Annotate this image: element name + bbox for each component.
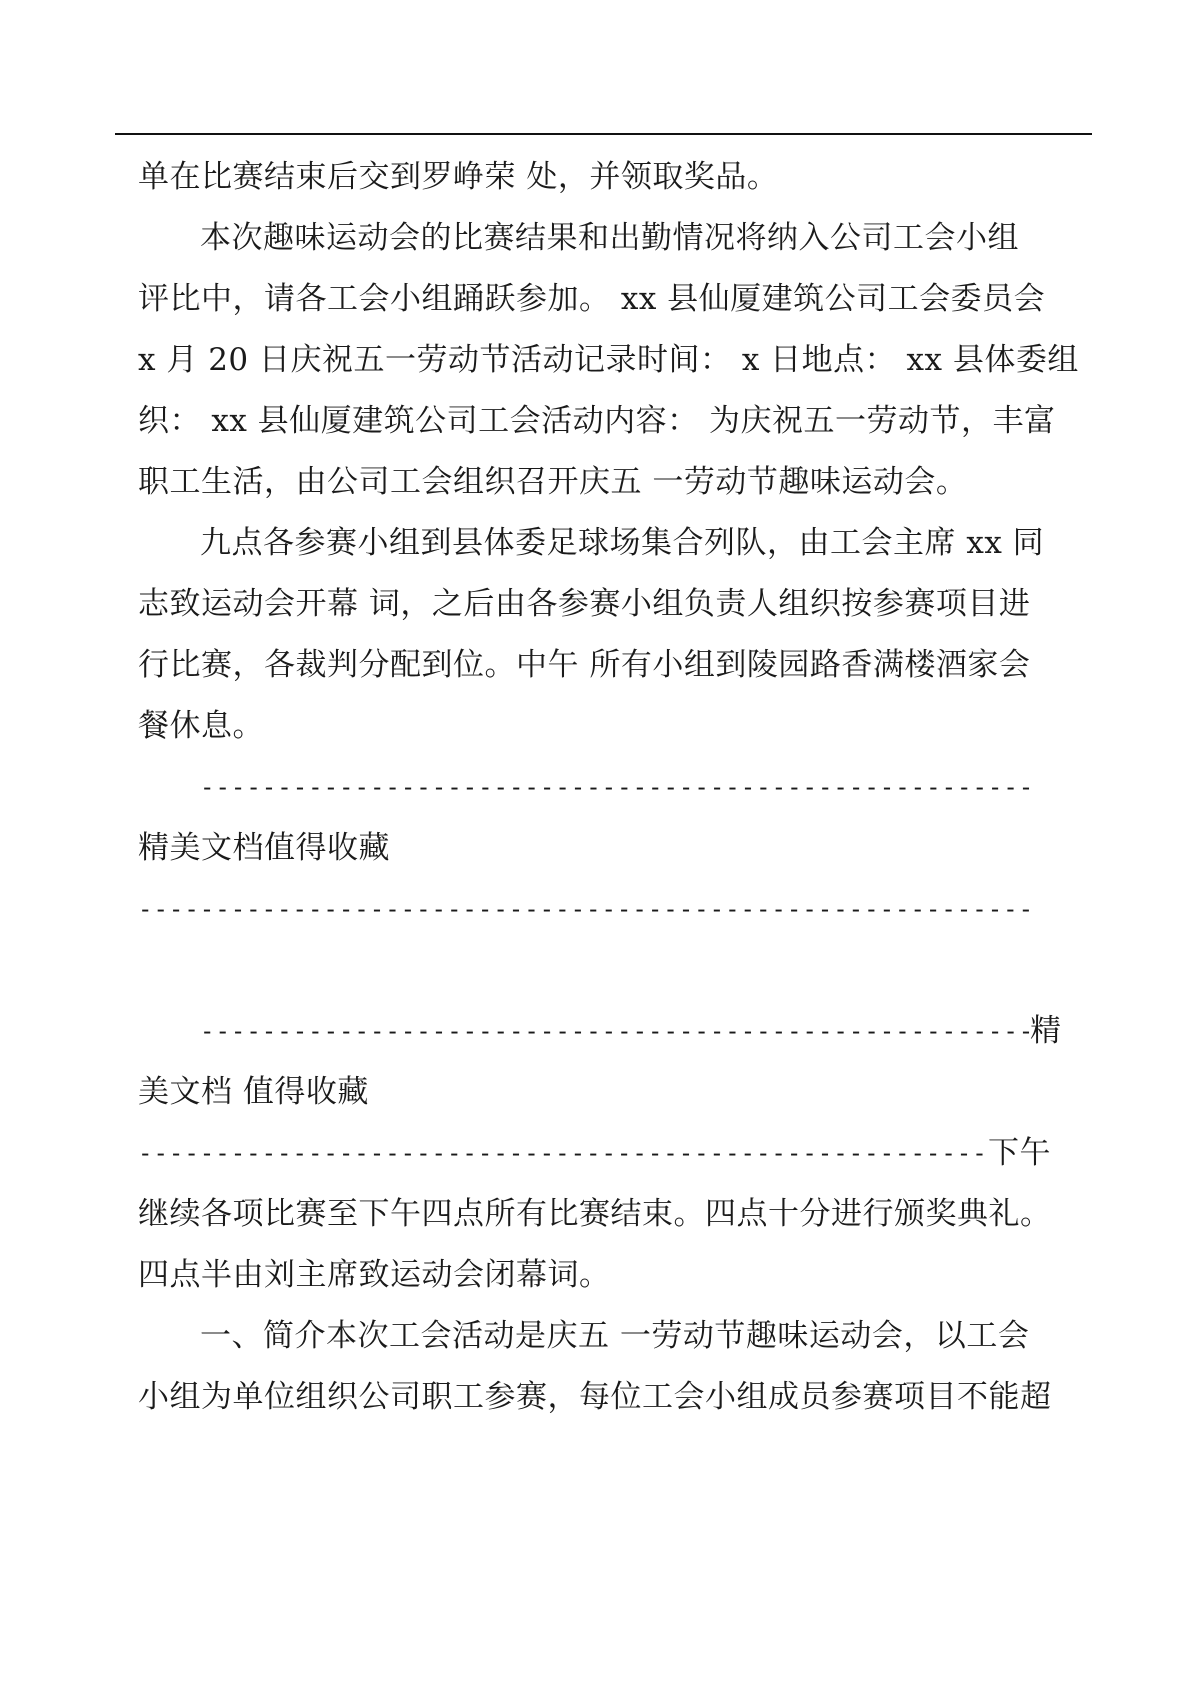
- text-line-5: 织： xx 县仙厦建筑公司工会活动内容： 为庆祝五一劳动节，丰富: [138, 403, 1056, 439]
- text-line-15: 一、简介本次工会活动是庆五 一劳动节趣味运动会，以工会: [200, 1318, 1030, 1354]
- text-fragment-xiawu: 下午: [988, 1135, 1051, 1171]
- text-line-6: 职工生活，由公司工会组织召开庆五 一劳动节趣味运动会。: [138, 464, 968, 500]
- text-line-12: 美文档 值得收藏: [138, 1074, 369, 1110]
- text-line-8: 志致运动会开幕 词，之后由各参赛小组负责人组织按参赛项目进: [138, 586, 1031, 622]
- text-line-4: x 月 20 日庆祝五一劳动节活动记录时间： x 日地点： xx 县体委组: [138, 342, 1079, 378]
- text-line-10: 餐休息。: [138, 708, 264, 744]
- dash-separator-1: ------------------------------------------------------: [200, 773, 1035, 801]
- text-line-16: 小组为单位组织公司职工参赛，每位工会小组成员参赛项目不能超: [138, 1379, 1052, 1415]
- text-line-2: 本次趣味运动会的比赛结果和出勤情况将纳入公司工会小组: [200, 220, 1019, 256]
- text-fragment-jing: 精: [1030, 1013, 1062, 1049]
- text-line-1: 单在比赛结束后交到罗峥荣 处，并领取奖品。: [138, 159, 779, 195]
- text-line-3: 评比中，请各工会小组踊跃参加。 xx 县仙厦建筑公司工会委员会: [138, 281, 1046, 317]
- text-line-7: 九点各参赛小组到县体委足球场集合列队，由工会主席 xx 同: [200, 525, 1045, 561]
- dash-separator-4: -------------------------------------------------------: [138, 1139, 988, 1167]
- dash-separator-3: ------------------------------------------------------: [200, 1017, 1035, 1045]
- text-line-11: 精美文档值得收藏: [138, 830, 390, 866]
- dash-separator-2: ----------------------------------------------------------: [138, 895, 1035, 923]
- text-line-9: 行比赛，各裁判分配到位。中午 所有小组到陵园路香满楼酒家会: [138, 647, 1031, 683]
- text-line-14: 四点半由刘主席致运动会闭幕词。: [138, 1257, 611, 1293]
- text-line-13: 继续各项比赛至下午四点所有比赛结束。四点十分进行颁奖典礼。: [138, 1196, 1052, 1232]
- header-rule: [115, 133, 1092, 135]
